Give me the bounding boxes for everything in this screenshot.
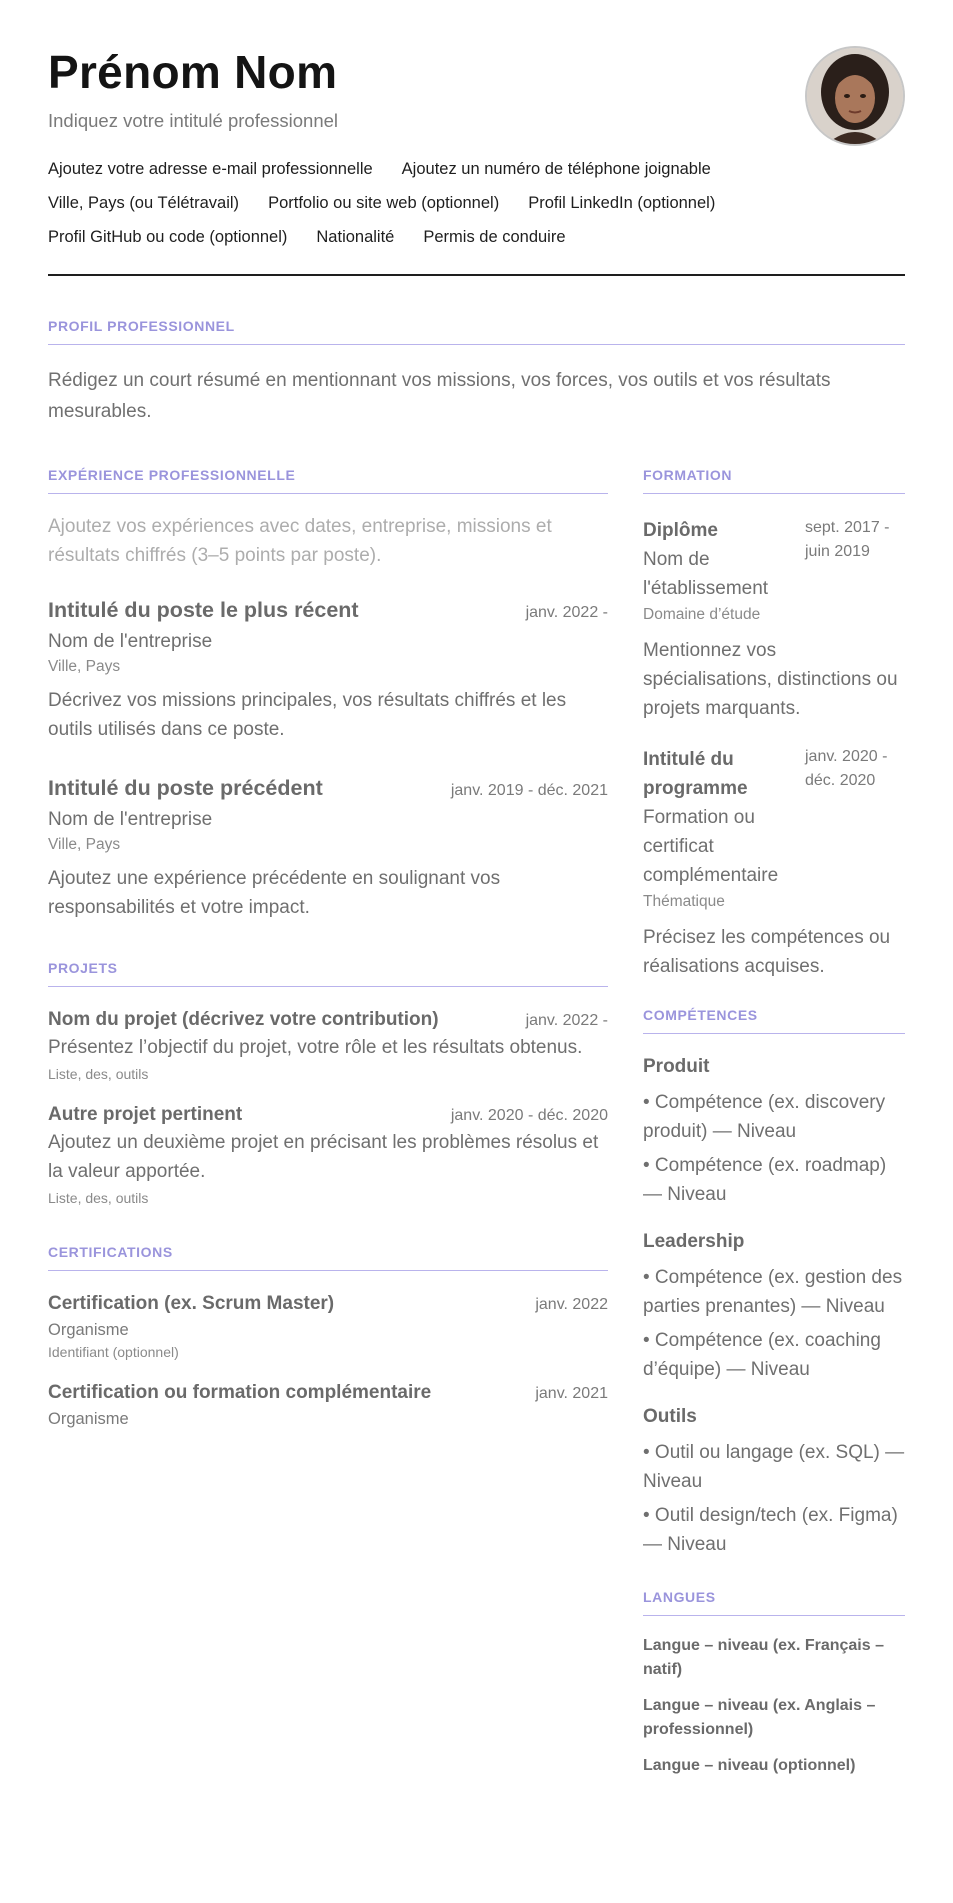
education-date: janv. 2020 - déc. 2020 — [805, 748, 888, 790]
experience-item — [48, 598, 608, 744]
language-item: Langue – niveau (ex. Anglais – professionnel) — [643, 1697, 876, 1739]
right-column — [643, 467, 905, 1778]
contact-phone: Ajoutez un numéro de téléphone joignable — [401, 160, 711, 179]
language-item: Langue – niveau (optionnel) — [643, 1757, 856, 1775]
contact-location: Ville, Pays (ou Télétravail) — [48, 194, 240, 213]
section-title-summary: PROFIL PROFESSIONNEL — [48, 318, 905, 345]
education-section — [643, 467, 905, 981]
education-description: Mentionnez vos spécialisations, distinctions ou projets marquants. — [643, 640, 898, 720]
contact-list — [48, 152, 905, 254]
education-date: sept. 2017 - juin 2019 — [805, 519, 890, 561]
contact-nationality: Nationalité — [316, 228, 395, 247]
education-field: Domaine d’étude — [643, 606, 761, 624]
two-column-body — [48, 467, 905, 1778]
experience-item — [48, 776, 608, 922]
skill-item: • Compétence (ex. gestion des parties prenantes) — Niveau — [643, 1267, 903, 1318]
education-field: Thématique — [643, 893, 725, 911]
skill-group — [643, 1406, 905, 1559]
skill-item: • Outil design/tech (ex. Figma) — Niveau — [643, 1505, 898, 1556]
job-location: Ville, Pays — [48, 658, 121, 676]
certification-item — [48, 1382, 608, 1429]
summary-section — [48, 318, 905, 427]
project-description: Ajoutez un deuxième projet en précisant les problèmes résolus et la valeur apportée. — [48, 1132, 599, 1183]
certifications-section — [48, 1244, 608, 1429]
skill-group — [643, 1231, 905, 1384]
certification-title: Certification ou formation complémentaire — [48, 1382, 432, 1404]
experience-section — [48, 467, 608, 922]
job-date: janv. 2022 - — [525, 604, 608, 622]
job-title: Intitulé du poste le plus récent — [48, 598, 359, 623]
section-title-skills: COMPÉTENCES — [643, 1007, 905, 1034]
degree-name: Intitulé du programme — [643, 749, 748, 800]
skill-item: • Outil ou langage (ex. SQL) — Niveau — [643, 1442, 905, 1493]
skills-section — [643, 1007, 905, 1559]
job-location: Ville, Pays — [48, 836, 121, 854]
certification-org: Organisme — [48, 1321, 129, 1340]
left-column — [48, 467, 608, 1778]
experience-intro: Ajoutez vos expériences avec dates, entreprise, missions et résultats chiffrés (3–5 points par poste). — [48, 516, 552, 567]
company-name: Nom de l'entreprise — [48, 809, 213, 831]
contact-email: Ajoutez votre adresse e-mail professionnelle — [48, 160, 373, 179]
project-item — [48, 1104, 608, 1206]
skill-item: • Compétence (ex. coaching d’équipe) — Niveau — [643, 1330, 881, 1381]
project-title: Autre projet pertinent — [48, 1104, 243, 1126]
job-description: Ajoutez une expérience précédente en soulignant vos responsabilités et votre impact. — [48, 868, 501, 919]
skill-group-name: Outils — [643, 1406, 697, 1428]
languages-section — [643, 1589, 905, 1778]
project-item — [48, 1009, 608, 1082]
job-date: janv. 2019 - déc. 2021 — [450, 782, 608, 800]
section-title-education: FORMATION — [643, 467, 905, 494]
certification-title: Certification (ex. Scrum Master) — [48, 1293, 335, 1315]
certification-date: janv. 2022 — [535, 1296, 608, 1314]
education-item — [643, 516, 905, 723]
skill-item: • Compétence (ex. discovery produit) — Niveau — [643, 1092, 886, 1143]
candidate-name: Prénom Nom — [48, 46, 338, 98]
language-item: Langue – niveau (ex. Français – natif) — [643, 1637, 884, 1679]
company-name: Nom de l'entreprise — [48, 631, 213, 653]
project-date: janv. 2022 - — [525, 1012, 608, 1030]
skill-item: • Compétence (ex. roadmap) — Niveau — [643, 1155, 887, 1206]
summary-text: Rédigez un court résumé en mentionnant vos missions, vos forces, vos outils et vos résultats mesurables. — [48, 370, 831, 423]
skill-group-name: Produit — [643, 1056, 710, 1078]
certification-id: Identifiant (optionnel) — [48, 1344, 179, 1361]
section-title-experience: EXPÉRIENCE PROFESSIONNELLE — [48, 467, 608, 494]
education-item — [643, 745, 905, 981]
contact-portfolio: Portfolio ou site web (optionnel) — [268, 194, 500, 213]
job-headline: Indiquez votre intitulé professionnel — [48, 110, 339, 132]
section-title-certifications: CERTIFICATIONS — [48, 1244, 608, 1271]
job-title: Intitulé du poste précédent — [48, 776, 323, 801]
project-tools: Liste, des, outils — [48, 1066, 149, 1083]
project-tools: Liste, des, outils — [48, 1190, 149, 1207]
education-description: Précisez les compétences ou réalisations acquises. — [643, 927, 891, 978]
school-name: Formation ou certificat complémentaire — [643, 807, 779, 887]
contact-linkedin: Profil LinkedIn (optionnel) — [528, 194, 716, 213]
school-name: Nom de l'établissement — [643, 549, 769, 600]
job-description: Décrivez vos missions principales, vos résultats chiffrés et les outils utilisés dans ce poste. — [48, 690, 567, 741]
skill-group — [643, 1056, 905, 1209]
header-divider — [48, 274, 905, 276]
projects-section — [48, 960, 608, 1206]
contact-license: Permis de conduire — [423, 228, 566, 247]
profile-photo — [805, 46, 905, 146]
certification-org: Organisme — [48, 1410, 129, 1429]
project-date: janv. 2020 - déc. 2020 — [450, 1107, 608, 1125]
section-title-projects: PROJETS — [48, 960, 608, 987]
certification-date: janv. 2021 — [535, 1385, 608, 1403]
project-description: Présentez l’objectif du projet, votre rôle et les résultats obtenus. — [48, 1037, 583, 1059]
section-title-languages: LANGUES — [643, 1589, 905, 1616]
certification-item — [48, 1293, 608, 1360]
skill-group-name: Leadership — [643, 1231, 745, 1253]
project-title: Nom du projet (décrivez votre contribution) — [48, 1009, 439, 1031]
degree-name: Diplôme — [643, 520, 718, 542]
contact-github: Profil GitHub ou code (optionnel) — [48, 228, 288, 247]
portrait-image — [807, 48, 903, 144]
resume-header — [48, 48, 905, 276]
